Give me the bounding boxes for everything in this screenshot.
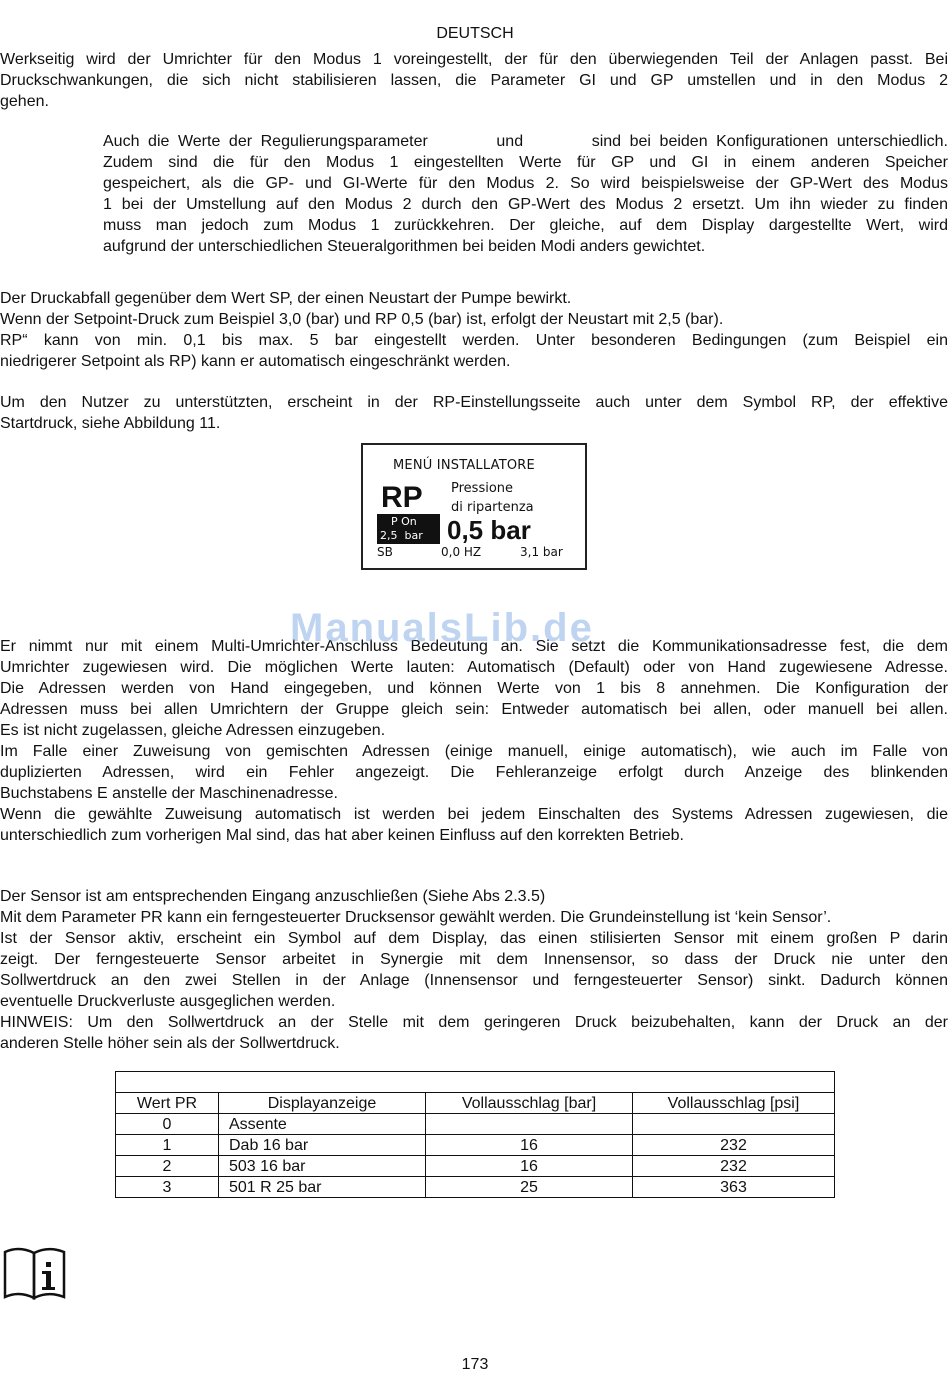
sensor-table <box>115 1071 835 1198</box>
text-line: Es ist nicht zugelassen, gleiche Adressen einzugeben. <box>0 722 386 739</box>
table-row <box>116 1156 835 1177</box>
table-row <box>116 1135 835 1156</box>
text-line: HINWEIS: Um den Sollwertdruck an der Stelle mit dem geringeren Druck beizubehalten, kann der Druck an der <box>0 1014 948 1031</box>
text-line: Adressen muss bei allen Umrichtern der Gruppe gleich sein: Entweder automatisch bei allen, oder manuell bei allen. <box>0 701 948 718</box>
text-line: muss man jedoch zum Modus 1 zurückkehren. Der gleiche, auf dem Display dargestellte Wert, wird <box>103 217 948 234</box>
text-line: Die Adressen werden von Hand eingegeben, und können Werte von 1 bis 8 annehmen. Die Konfiguration der <box>0 680 948 697</box>
text-line: unterschiedlich zum vorherigen Mal sind, das hat aber keinen Einfluss auf den korrekten Betrieb. <box>0 827 684 844</box>
cell: Assente <box>219 1114 426 1135</box>
lcd-status-sb: SB <box>377 545 393 559</box>
paragraph-mode-default <box>0 49 948 112</box>
info-book-icon <box>2 1246 68 1307</box>
column-header: Displayanzeige <box>219 1093 426 1114</box>
text-line: Zudem sind die für den Modus 1 eingestellten Werte für GP und GI in einem anderen Speicher <box>103 154 948 171</box>
paragraph-sensor <box>0 886 948 1054</box>
cell: 232 <box>633 1135 835 1156</box>
text-line: Ist der Sensor aktiv, erscheint ein Symbol auf dem Display, das einen stilisierten Sensor mit einem großen P darin <box>0 930 948 947</box>
cell: 232 <box>633 1156 835 1177</box>
lcd-menu-title: MENÚ INSTALLATORE <box>393 458 535 473</box>
table-header-row <box>116 1093 835 1114</box>
cell <box>633 1114 835 1135</box>
cell: 25 <box>426 1177 633 1198</box>
lcd-label-line1: Pressione <box>451 481 514 496</box>
column-header: Vollausschlag [psi] <box>633 1093 835 1114</box>
text-line: RP“ kann von min. 0,1 bis max. 5 bar eingestellt werden. Unter besonderen Bedingungen (zum Beispiel ein <box>0 332 948 349</box>
cell: 0 <box>116 1114 219 1135</box>
paragraph-rp-display <box>0 392 948 434</box>
text-line: Wenn die gewählte Zuweisung automatisch ist werden bei jedem Einschalten des Systems Adressen zugewiesen, die <box>0 806 948 823</box>
lcd-value: 0,5 bar <box>447 515 531 545</box>
text-line: Er nimmt nur mit einem Multi-Umrichter-Anschluss Bedeutung an. Sie setzt die Kommunikationsadresse fest, die dem <box>0 638 948 655</box>
cell: 501 R 25 bar <box>219 1177 426 1198</box>
text-line: Wenn der Setpoint-Druck zum Beispiel 3,0 (bar) und RP 0,5 (bar) ist, erfolgt der Neustart mit 2,5 (bar). <box>0 311 724 328</box>
paragraph-address <box>0 636 948 846</box>
text-line: Der Sensor ist am entsprechenden Eingang anzuschließen (Siehe Abs 2.3.5) <box>0 888 546 905</box>
lcd-pon-label: P On <box>391 515 417 528</box>
text-line: Auch die Werte der Regulierungsparameter und sind bei beiden Konfigurationen unterschiedlich. <box>103 133 948 150</box>
cell: Dab 16 bar <box>219 1135 426 1156</box>
page-number: 173 <box>461 1356 489 1373</box>
text-line: anderen Stelle höher sein als der Sollwertdruck. <box>0 1035 340 1052</box>
cell: 1 <box>116 1135 219 1156</box>
text-line: Druckschwankungen, die sich nicht stabilisieren lassen, die Parameter GI und GP umstellen und in den Modus 2 <box>0 72 948 89</box>
watermark: ManualsLib.de <box>290 606 594 650</box>
lcd-pon-badge <box>377 514 440 544</box>
text-line: Werkseitig wird der Umrichter für den Modus 1 voreingestellt, der für den überwiegenden Teil der Anlagen passt. Bei <box>0 51 948 68</box>
text-line: niedrigerer Setpoint als RP) kann er automatisch eingeschränkt werden. <box>0 353 511 370</box>
lcd-label-line2: di ripartenza <box>451 500 534 515</box>
text-line: eventuelle Druckverluste ausgeglichen werden. <box>0 993 336 1010</box>
text-line: Umrichter zugewiesen wird. Die möglichen Werte lauten: Automatisch (Default) oder von Hand zugewiesene Adresse. <box>0 659 948 676</box>
text-line: aufgrund der unterschiedlichen Steueralgorithmen bei beiden Modi anders gewichtet. <box>103 238 706 255</box>
cell: 2 <box>116 1156 219 1177</box>
lcd-status-bar: 3,1 bar <box>520 545 563 559</box>
table-row <box>116 1177 835 1198</box>
text-line: Mit dem Parameter PR kann ein ferngesteuerter Drucksensor gewählt werden. Die Grundeinstellung ist ‘kein Sensor’. <box>0 909 832 926</box>
lcd-pon-value: 2,5 bar <box>380 529 423 542</box>
text-line: gehen. <box>0 93 49 110</box>
lcd-status-hz: 0,0 HZ <box>441 545 482 559</box>
cell: 16 <box>426 1156 633 1177</box>
text-line: Der Druckabfall gegenüber dem Wert SP, der einen Neustart der Pumpe bewirkt. <box>0 290 572 307</box>
table-title-row <box>116 1072 835 1093</box>
text-line: Im Falle einer Zuweisung von gemischten Adressen (einige manuell, einige automatisch), wie auch im Falle von <box>0 743 948 760</box>
lcd-display-figure <box>361 443 587 570</box>
cell: 3 <box>116 1177 219 1198</box>
cell: 503 16 bar <box>219 1156 426 1177</box>
text-line: Buchstabens E anstelle der Maschinenadresse. <box>0 785 338 802</box>
cell <box>426 1114 633 1135</box>
cell: 363 <box>633 1177 835 1198</box>
text-line: Um den Nutzer zu unterstützten, erscheint in der RP-Einstellungsseite auch unter dem Symbol RP, der effektive <box>0 394 948 411</box>
text-line: duplizierten Adressen, wird ein Fehler angezeigt. Die Fehleranzeige erfolgt durch Anzeige des blinkenden <box>0 764 948 781</box>
text-line: zeigt. Der ferngesteuerte Sensor arbeitet in Synergie mit dem Innensensor, so dass der Druck nie unter den <box>0 951 948 968</box>
table-row <box>116 1114 835 1135</box>
column-header: Wert PR <box>116 1093 219 1114</box>
lcd-parameter-code: RP <box>381 481 423 514</box>
text-line: Startdruck, siehe Abbildung 11. <box>0 415 221 432</box>
paragraph-rp <box>0 288 948 372</box>
text-line: 1 bei der Umstellung auf den Modus 2 durch den GP-Wert des Modus 2 ersetzt. Um ihn wieder zu finden <box>103 196 948 213</box>
column-header: Vollausschlag [bar] <box>426 1093 633 1114</box>
text-line: Sollwertdruck an den zwei Stellen in der Anlage (Innensensor und ferngesteuerter Sensor) sinkt. Dadurch können <box>0 972 948 989</box>
paragraph-note-parameters <box>103 131 948 257</box>
text-line: gespeichert, als die GP- und GI-Werte für den Modus 2. So wird beispielsweise der GP-Wert des Modus <box>103 175 948 192</box>
page-header: DEUTSCH <box>436 25 514 42</box>
cell: 16 <box>426 1135 633 1156</box>
